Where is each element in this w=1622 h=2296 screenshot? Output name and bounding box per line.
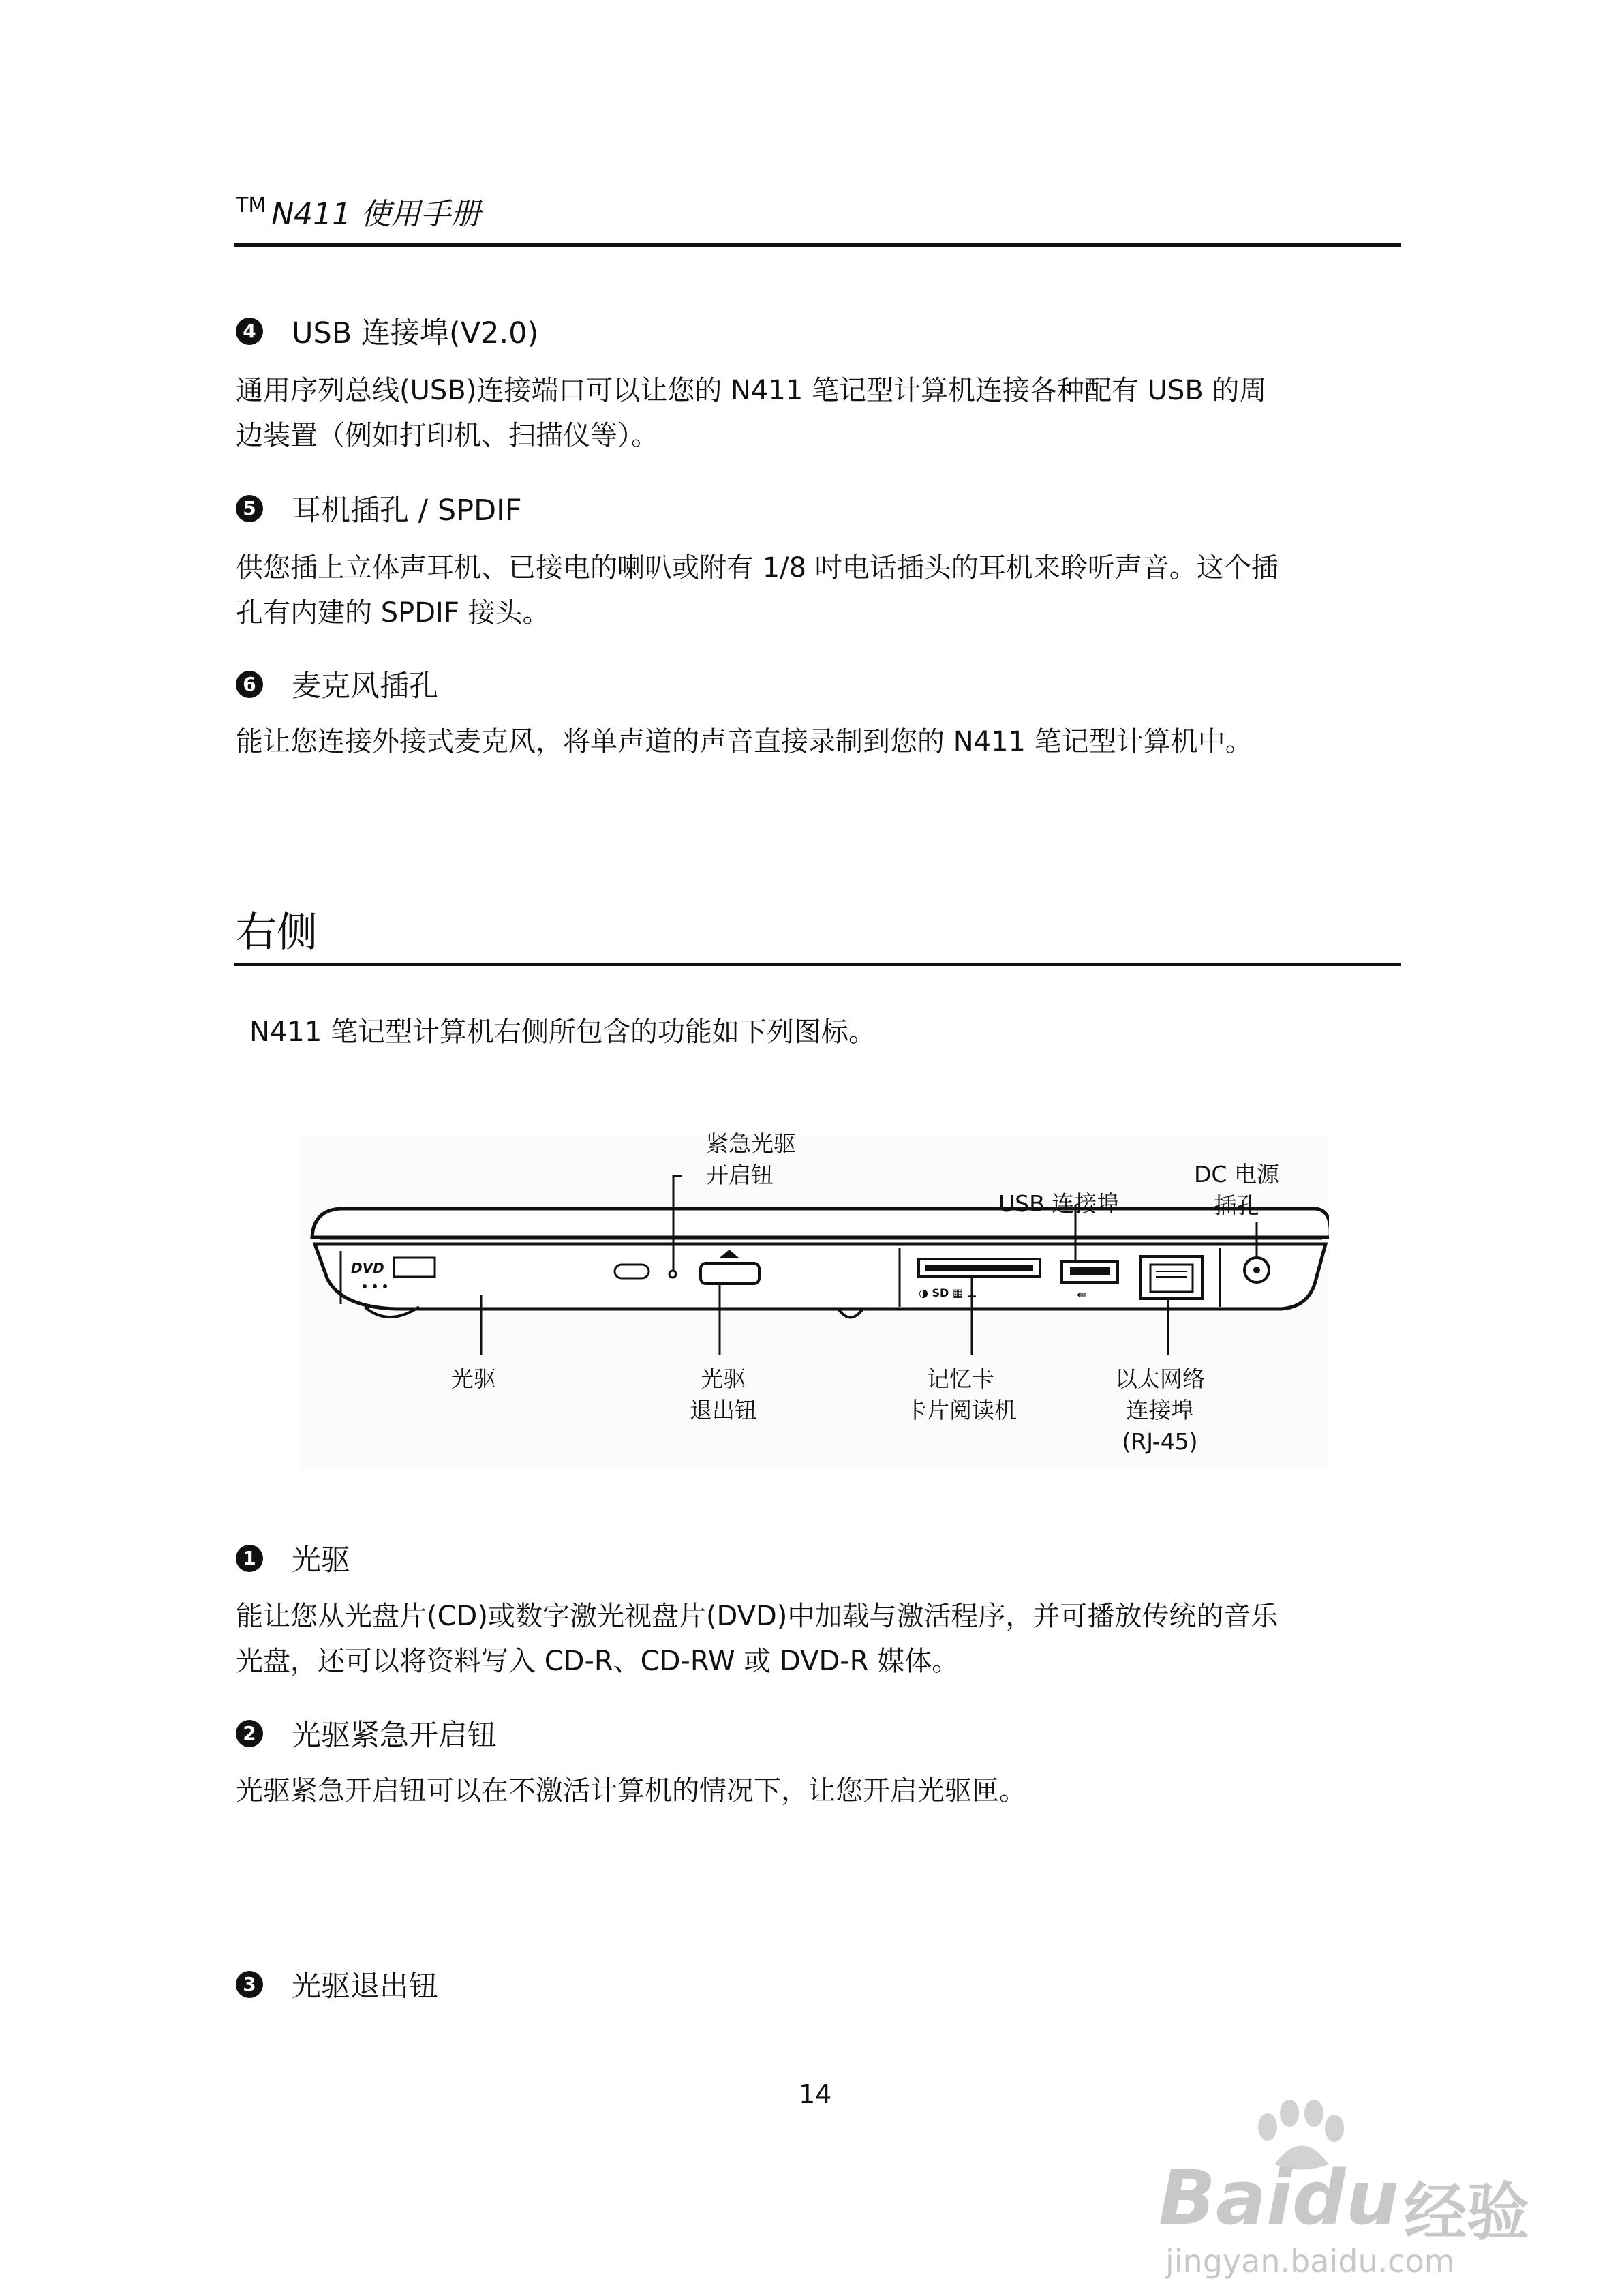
section-eject-heading	[236, 1963, 438, 2005]
paragraph-line: 通用序列总线(USB)连接端口可以让您的 N411 笔记型计算机连接各种配有 USB 的周	[236, 375, 1267, 406]
svg-text:DVD: DVD	[351, 1260, 384, 1276]
section-usb-heading	[236, 310, 538, 352]
right-side-diagram	[300, 1128, 1329, 1469]
watermark-brand-part: du	[1291, 2154, 1399, 2241]
right-side-title: 右侧	[236, 909, 318, 956]
label-usb-port: USB 连接埠	[998, 1190, 1120, 1217]
label-optical-drive: 光驱	[451, 1365, 496, 1392]
label-line: 以太网络	[1115, 1365, 1205, 1392]
paragraph-line: 能让您从光盘片(CD)或数字激光视盘片(DVD)中加载与激活程序，并可播放传统的音乐	[236, 1601, 1279, 1632]
section-usb-body	[236, 368, 1403, 458]
baidu-watermark	[1159, 2100, 1581, 2280]
section-headphone-body	[236, 545, 1403, 635]
right-side-intro: N411 笔记型计算机右侧所包含的功能如下列图标。	[249, 1016, 876, 1048]
number-badge: 3	[236, 1971, 263, 1998]
label-line: (RJ-45)	[1122, 1428, 1198, 1455]
section-title: 耳机插孔 / SPDIF	[292, 494, 522, 528]
header-rule	[234, 243, 1401, 247]
label-line: 连接埠	[1126, 1397, 1194, 1423]
paragraph-line: 供您插上立体声耳机、已接电的喇叭或附有 1/8 吋电话插头的耳机来聆听声音。这个插	[236, 552, 1279, 584]
svg-text:⇐: ⇐	[1077, 1288, 1088, 1302]
label-line: 插孔	[1214, 1192, 1259, 1219]
watermark-brand	[1159, 2154, 1399, 2241]
watermark-url: jingyan.baidu.com	[1165, 2243, 1455, 2280]
label-line: 记忆卡	[927, 1365, 994, 1392]
number-badge: 4	[236, 318, 263, 345]
number-badge: 1	[236, 1545, 263, 1572]
section-headphone-heading	[236, 487, 522, 529]
number-badge: 6	[236, 671, 263, 698]
section-optical-body	[236, 1594, 1403, 1684]
manual-title: N411 使用手册	[271, 197, 481, 232]
label-line: 紧急光驱	[706, 1130, 796, 1157]
watermark-cn: 经验	[1404, 2176, 1530, 2249]
section-mic-body	[236, 719, 1403, 764]
svg-text:◑ SD ▦ ⊥: ◑ SD ▦ ⊥	[919, 1286, 977, 1299]
paragraph-line: 孔有内建的 SPDIF 接头。	[236, 597, 550, 629]
trademark-mark: TM	[236, 194, 266, 217]
label-line: 光驱	[701, 1365, 746, 1392]
paragraph-line: 能让您连接外接式麦克风，将单声道的声音直接录制到您的 N411 笔记型计算机中。	[236, 726, 1253, 757]
section-emergency-heading	[236, 1712, 497, 1754]
paragraph-line: 光驱紧急开启钮可以在不激活计算机的情况下，让您开启光驱匣。	[236, 1775, 1026, 1807]
section-title: 光驱	[292, 1543, 350, 1577]
label-line: 卡片阅读机	[904, 1397, 1017, 1423]
section-title: 光驱退出钮	[292, 1969, 438, 2004]
section-emergency-body	[236, 1768, 1403, 1813]
label-line: 退出钮	[690, 1397, 757, 1423]
label-line: DC 电源	[1194, 1161, 1279, 1188]
section-mic-heading	[236, 663, 438, 705]
section-title: 麦克风插孔	[292, 669, 438, 704]
section-title: 光驱紧急开启钮	[292, 1719, 497, 1753]
section-rule	[234, 963, 1401, 966]
label-line: 开启钮	[706, 1162, 774, 1188]
number-badge: 5	[236, 495, 263, 522]
paragraph-line: 光盘，还可以将资料写入 CD-R、CD-RW 或 DVD-R 媒体。	[236, 1646, 960, 1677]
section-optical-heading	[236, 1537, 350, 1579]
label-ethernet-port	[1115, 1363, 1205, 1457]
label-card-reader	[904, 1363, 1017, 1426]
number-badge: 2	[236, 1720, 263, 1747]
label-eject-button	[690, 1363, 757, 1426]
page-number: 14	[799, 2079, 832, 2109]
header-title	[236, 190, 480, 233]
label-dc-jack	[1194, 1159, 1279, 1222]
watermark-brand-part: Bai	[1159, 2154, 1292, 2241]
paragraph-line: 边装置（例如打印机、扫描仪等）。	[236, 420, 658, 451]
section-title: USB 连接埠(V2.0)	[292, 316, 539, 350]
label-emergency-eject	[706, 1128, 796, 1191]
